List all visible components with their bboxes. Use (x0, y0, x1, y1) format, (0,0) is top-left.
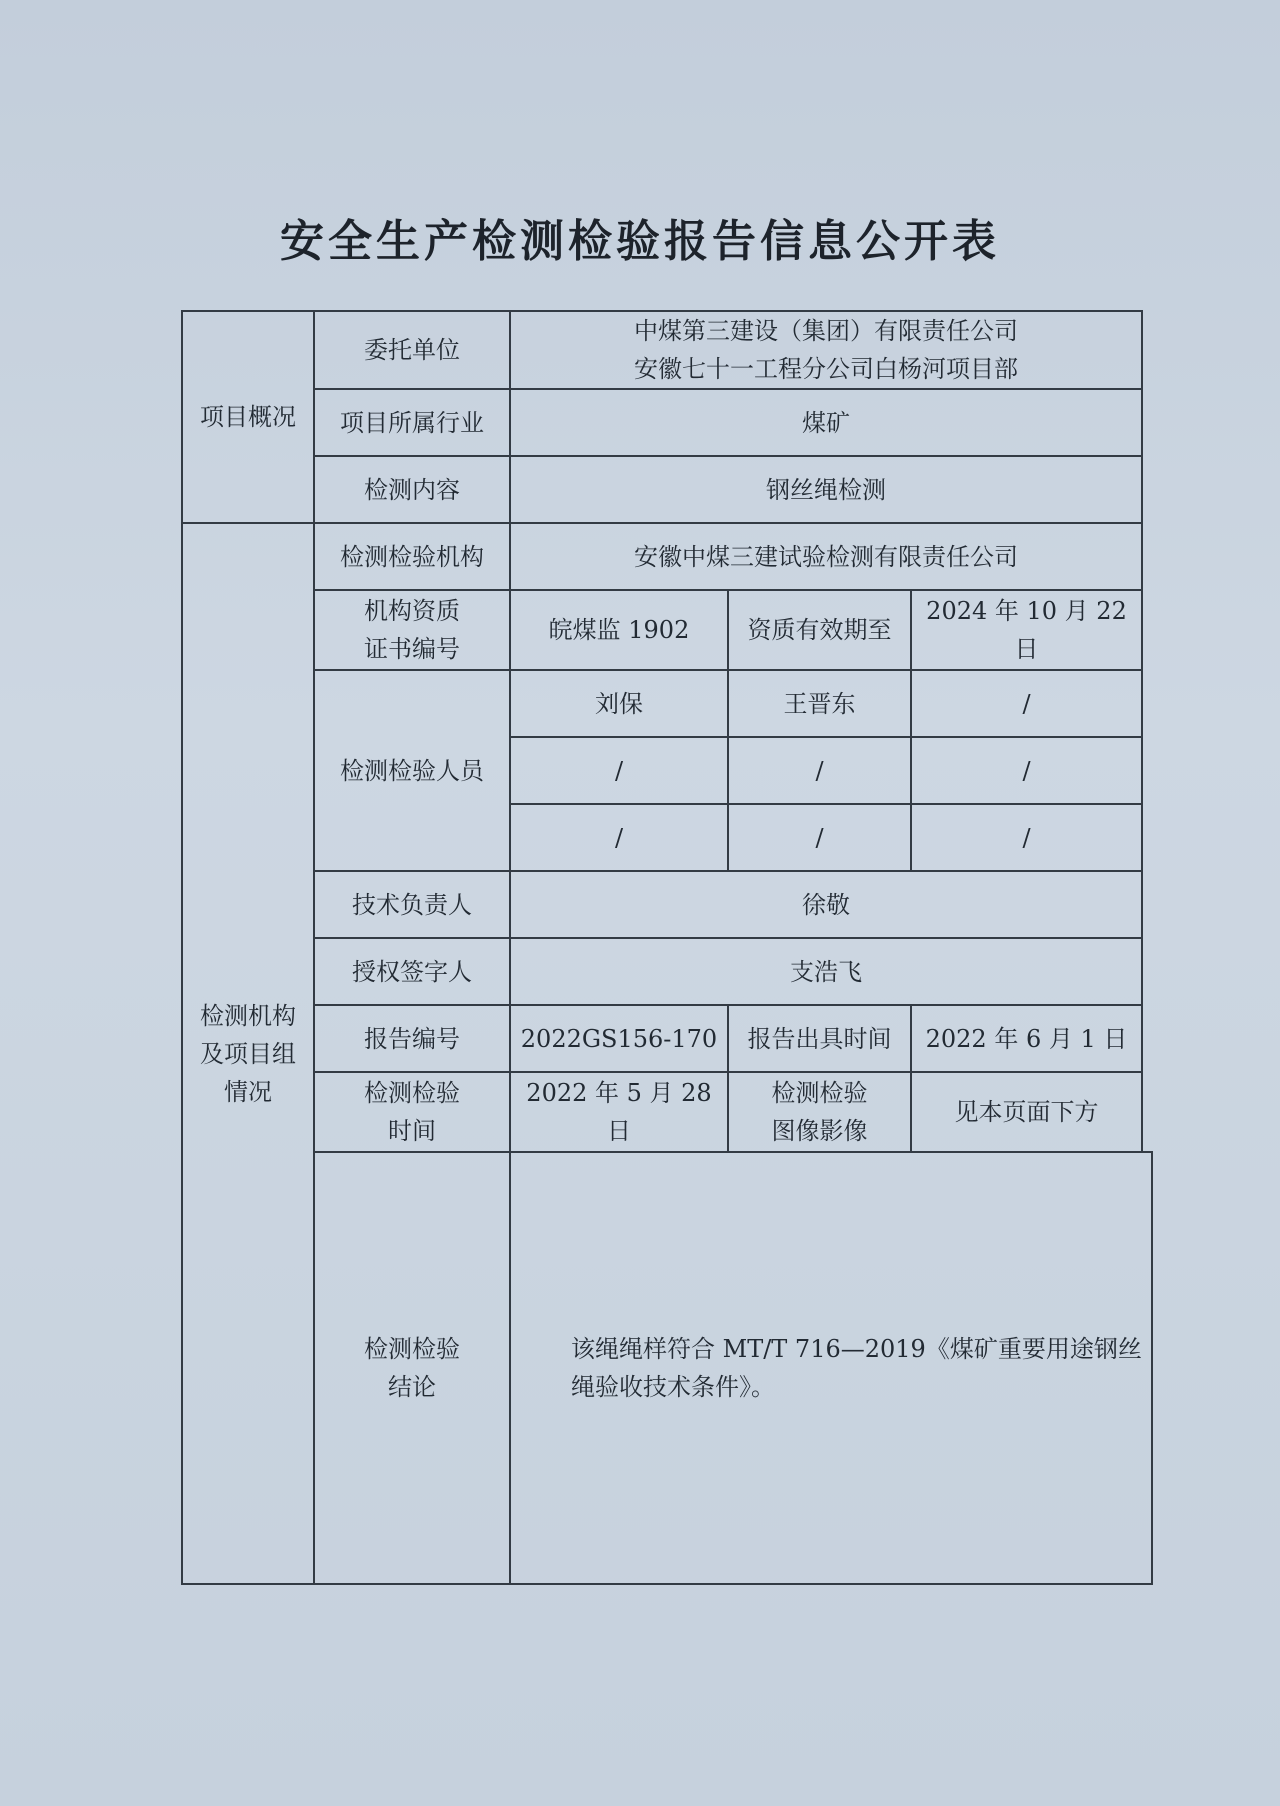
table-row (182, 938, 1152, 1005)
content-value: 钢丝绳检测 (510, 456, 1142, 523)
personnel-cell: / (510, 804, 728, 871)
client-label: 委托单位 (314, 311, 510, 389)
table-row (182, 1005, 1152, 1072)
table-row (182, 523, 1152, 590)
table-row (182, 871, 1152, 938)
report-no-value: 2022GS156-170 (510, 1005, 728, 1072)
personnel-cell: / (510, 737, 728, 804)
table-row (182, 1072, 1152, 1152)
signer-value: 支浩飞 (510, 938, 1142, 1005)
section-overview: 项目概况 (182, 311, 314, 523)
table-row (182, 1152, 1152, 1584)
client-value: 中煤第三建设（集团）有限责任公司 安徽七十一工程分公司白杨河项目部 (510, 311, 1142, 389)
conclusion-value: 该绳绳样符合 MT/T 716—2019《煤矿重要用途钢丝绳验收技术条件》。 (510, 1152, 1152, 1584)
content-label: 检测内容 (314, 456, 510, 523)
issue-time-value: 2022 年 6 月 1 日 (911, 1005, 1142, 1072)
tech-lead-label: 技术负责人 (314, 871, 510, 938)
image-label: 检测检验 图像影像 (728, 1072, 911, 1152)
validity-label: 资质有效期至 (728, 590, 911, 670)
industry-value: 煤矿 (510, 389, 1142, 456)
personnel-cell: 王晋东 (728, 670, 911, 737)
issue-time-label: 报告出具时间 (728, 1005, 911, 1072)
table-row (182, 670, 1152, 737)
agency-label: 检测检验机构 (314, 523, 510, 590)
personnel-cell: / (728, 737, 911, 804)
section-conclusion: 检测检验 结论 (314, 1152, 510, 1584)
page-title: 安全生产检测检验报告信息公开表 (280, 216, 1000, 267)
cert-label: 机构资质 证书编号 (314, 590, 510, 670)
cert-value: 皖煤监 1902 (510, 590, 728, 670)
personnel-cell: / (728, 804, 911, 871)
industry-label: 项目所属行业 (314, 389, 510, 456)
agency-value: 安徽中煤三建试验检测有限责任公司 (510, 523, 1142, 590)
personnel-label: 检测检验人员 (314, 670, 510, 871)
image-value: 见本页面下方 (911, 1072, 1142, 1152)
section-org: 检测机构 及项目组 情况 (182, 523, 314, 1584)
report-no-label: 报告编号 (314, 1005, 510, 1072)
personnel-cell: / (911, 670, 1142, 737)
tech-lead-value: 徐敬 (510, 871, 1142, 938)
info-table (181, 310, 1153, 1585)
personnel-cell: 刘保 (510, 670, 728, 737)
validity-value: 2024 年 10 月 22 日 (911, 590, 1142, 670)
table-row (182, 590, 1152, 670)
table-row (182, 389, 1152, 456)
table-row (182, 456, 1152, 523)
personnel-cell: / (911, 804, 1142, 871)
table-row (182, 311, 1152, 389)
test-time-value: 2022 年 5 月 28 日 (510, 1072, 728, 1152)
personnel-cell: / (911, 737, 1142, 804)
test-time-label: 检测检验 时间 (314, 1072, 510, 1152)
signer-label: 授权签字人 (314, 938, 510, 1005)
